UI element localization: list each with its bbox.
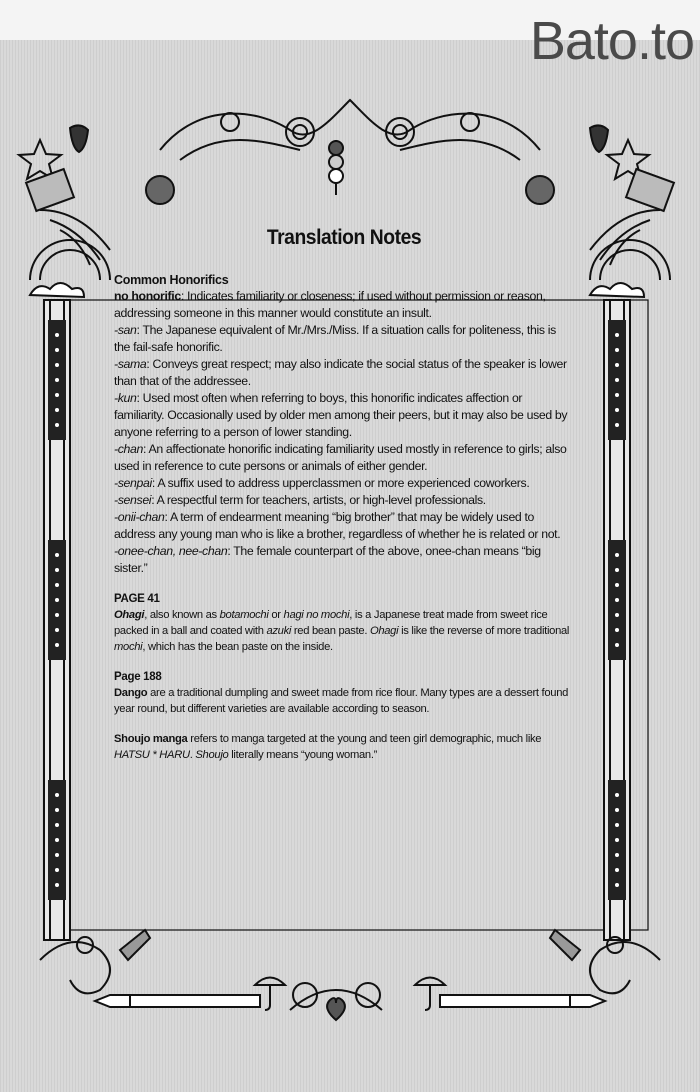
honorific-item (114, 288, 574, 322)
cloud-right (590, 283, 644, 297)
honorific-term: -sama (114, 357, 147, 371)
honorific-item (114, 509, 574, 543)
honorific-definition: : An affectionate honorific indicating familiarity used mostly in reference to girls; also used in reference to cute persons or animals of either gender. (114, 442, 567, 473)
honorific-definition: : A respectful term for teachers, artists, or high-level professionals. (151, 493, 486, 507)
honorific-term: -chan (114, 442, 144, 456)
honorific-definition: : A suffix used to address upperclassmen or more experienced coworkers. (151, 476, 530, 490)
bottom-scroll-left (40, 942, 110, 993)
page41-note: Ohagi, also known as botamochi or hagi no mochi, is a Japanese treat made from sweet rice packed in a ball and coated with azuki red bean paste. Ohagi is like the reverse of more traditional mochi, which has the bean paste on the inside. (114, 609, 570, 653)
honorific-item (114, 356, 574, 390)
dango-icon (329, 141, 343, 155)
strawberry-icon (70, 125, 88, 152)
ball-icon (146, 176, 174, 204)
honorific-term: -senpai (114, 476, 152, 490)
honorific-definition: : A term of endearment meaning “big brother” that may be widely used to address any young man who is like a brother, regardless of whether he is related or not. (114, 510, 561, 541)
pencil-icon-left (95, 995, 260, 1007)
honorific-definition: : The Japanese equivalent of Mr./Mrs./Miss. If a situation calls for politeness, this is the fail-safe honorific. (114, 323, 556, 354)
honorific-definition: : Indicates familiarity or closeness; if used without permission or reason, addressing someone in this manner would constitute an insult. (114, 289, 546, 320)
cloud-left (30, 283, 84, 297)
honorific-item (114, 543, 574, 577)
top-scroll-inner (180, 140, 520, 160)
notes-content (114, 226, 574, 763)
book-icon (626, 169, 674, 211)
page41-heading: PAGE 41 (114, 593, 160, 605)
ball-icon (526, 176, 554, 204)
honorifics-heading: Common Honorifics (114, 273, 229, 287)
swirl-left (286, 118, 314, 146)
shoujo-note: Shoujo manga refers to manga targeted at the young and teen girl demographic, much like HATSU * HARU. Shoujo literally means “young woman.” (114, 733, 542, 761)
page188-note: Dango are a traditional dumpling and sweet made from rice flour. Many types are a dessert found year round, but different varieties are available according to season. (114, 687, 569, 715)
hand-icon (120, 930, 150, 960)
honorific-definition: : Used most often when referring to boys, this honorific indicates affection or familiarity. Occasionally used by older men among their peers, but it may also be used by anyone referring to a person of lower standing. (114, 391, 568, 439)
honorific-term: -onee-chan, nee-chan (114, 544, 228, 558)
rainbow-right (590, 240, 670, 280)
honorific-term: -onii-chan (114, 510, 165, 524)
honorific-item (114, 475, 574, 492)
honorific-item (114, 322, 574, 356)
page-title: Translation Notes (266, 226, 422, 249)
rainbow-left (30, 240, 110, 280)
honorific-item (114, 492, 574, 509)
honorific-item (114, 441, 574, 475)
honorific-definition: : The female counterpart of the above, onee-chan means “big sister.” (114, 544, 541, 575)
honorific-definition: : Conveys great respect; may also indicate the social status of the speaker is lower than that of the addressee. (114, 357, 567, 388)
swirl-right (386, 118, 414, 146)
honorific-term: no honorific (114, 289, 181, 303)
honorific-term: -san (114, 323, 137, 337)
honorific-term: -kun (114, 391, 137, 405)
honorific-list (114, 288, 574, 577)
page188-heading: Page 188 (114, 671, 162, 683)
heart-icon (327, 998, 345, 1020)
strawberry-icon (590, 125, 608, 152)
honorific-term: -sensei (114, 493, 152, 507)
pencil-icon-right (440, 995, 605, 1007)
hand-icon (550, 930, 580, 960)
bottom-scroll-right (590, 942, 660, 993)
watermark: Bato.to (529, 11, 694, 71)
honorific-item (114, 390, 574, 441)
